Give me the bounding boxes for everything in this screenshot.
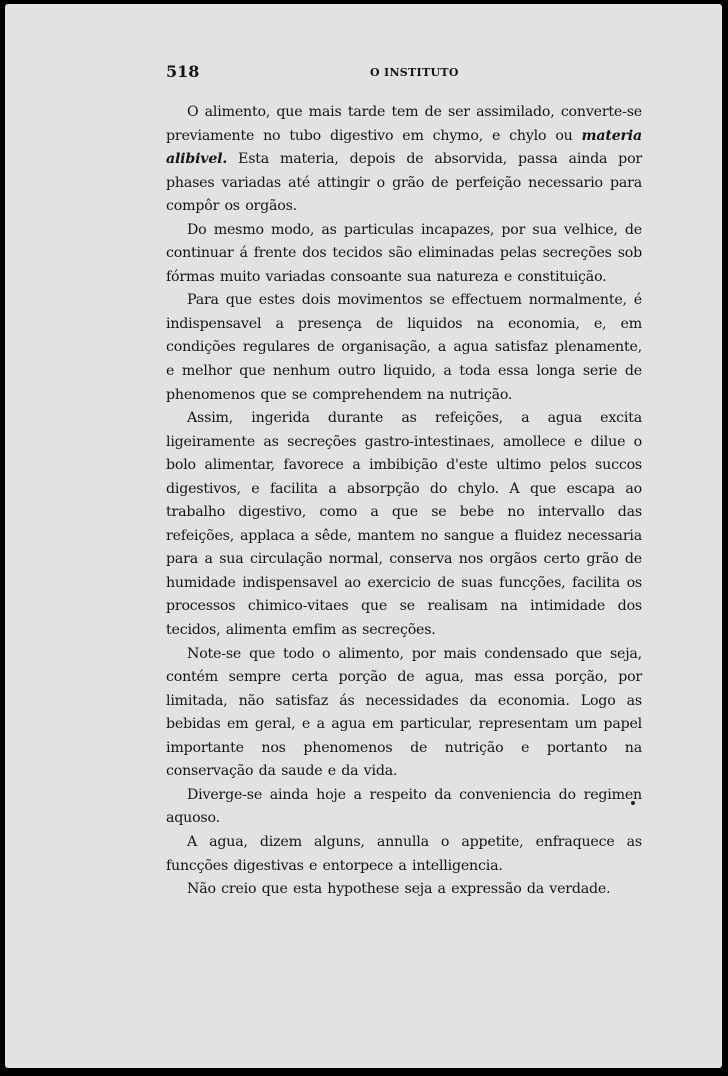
paragraph xyxy=(166,407,642,642)
text-segment: Para que estes dois movimentos se effectuem normalmente, é indispensavel a presença de liquidos na economia, e, em condições regulares de organisação, a agua satisfaz plenamente, e melhor que nenhum outro liquido, a toda essa longa serie de phenomenos que se comprehendem na nutrição. xyxy=(166,292,642,403)
book-page xyxy=(166,62,642,902)
paragraph xyxy=(166,831,642,878)
text-segment: Diverge-se ainda hoje a respeito da conveniencia do regimen aquoso. xyxy=(166,786,642,827)
page-number: 518 xyxy=(166,62,200,81)
paragraph xyxy=(166,101,642,219)
text-segment: Assim, ingerida durante as refeições, a agua excita ligeiramente as secreções gastro-intestinaes, amollece e dilue o bolo alimentar, favorece a imbibição d'este ultimo pelos succos digestivos, e facilita a absorpção do chylo. A que escapa ao trabalho digestivo, como a que se bebe no intervallo das refeições, applaca a sêde, mantem no sangue a fluidez necessaria para a sua circulação normal, conserva nos orgãos certo grão de humidade indispensavel ao exercicio de suas funcções, facilita os processos chimico-vitaes que se realisam na intimidade dos tecidos, alimenta emfim as secreções. xyxy=(166,410,642,639)
italic-term: materia alibivel. xyxy=(166,127,642,168)
text-segment: Note-se que todo o alimento, por mais condensado que seja, contém sempre certa porção de agua, mas essa porção, por limitada, não satisfaz ás necessidades da economia. Logo as bebidas em geral, e a agua em particular, representam um papel importante nos phenomenos de nutrição e portanto na conservação da saude e da vida. xyxy=(166,645,642,780)
paragraph xyxy=(166,878,642,902)
text-segment: Não creio que esta hypothese seja a expressão da verdade. xyxy=(187,881,611,898)
page-header xyxy=(166,62,642,86)
running-title: O INSTITUTO xyxy=(370,66,459,79)
paragraph xyxy=(166,784,642,831)
paragraph xyxy=(166,643,642,784)
body-text xyxy=(166,101,642,902)
text-segment: A agua, dizem alguns, annulla o appetite, enfraquece as funcções digestivas e entorpece a intelligencia. xyxy=(166,833,642,874)
paragraph xyxy=(166,219,642,290)
text-segment: O alimento, que mais tarde tem de ser assimilado, converte-se previamente no tubo digestivo em chymo, e chylo ou xyxy=(166,104,642,144)
paragraph xyxy=(166,289,642,407)
text-segment: Do mesmo modo, as particulas incapazes, por sua velhice, de continuar á frente dos tecidos são eliminadas pelas secreções sob fórmas muito variadas consoante sua natureza e constituição. xyxy=(166,221,642,285)
text-segment: Esta materia, depois de absorvida, passa ainda por phases variadas até attingir o grão de perfeição necessario para compôr os orgãos. xyxy=(166,151,642,215)
